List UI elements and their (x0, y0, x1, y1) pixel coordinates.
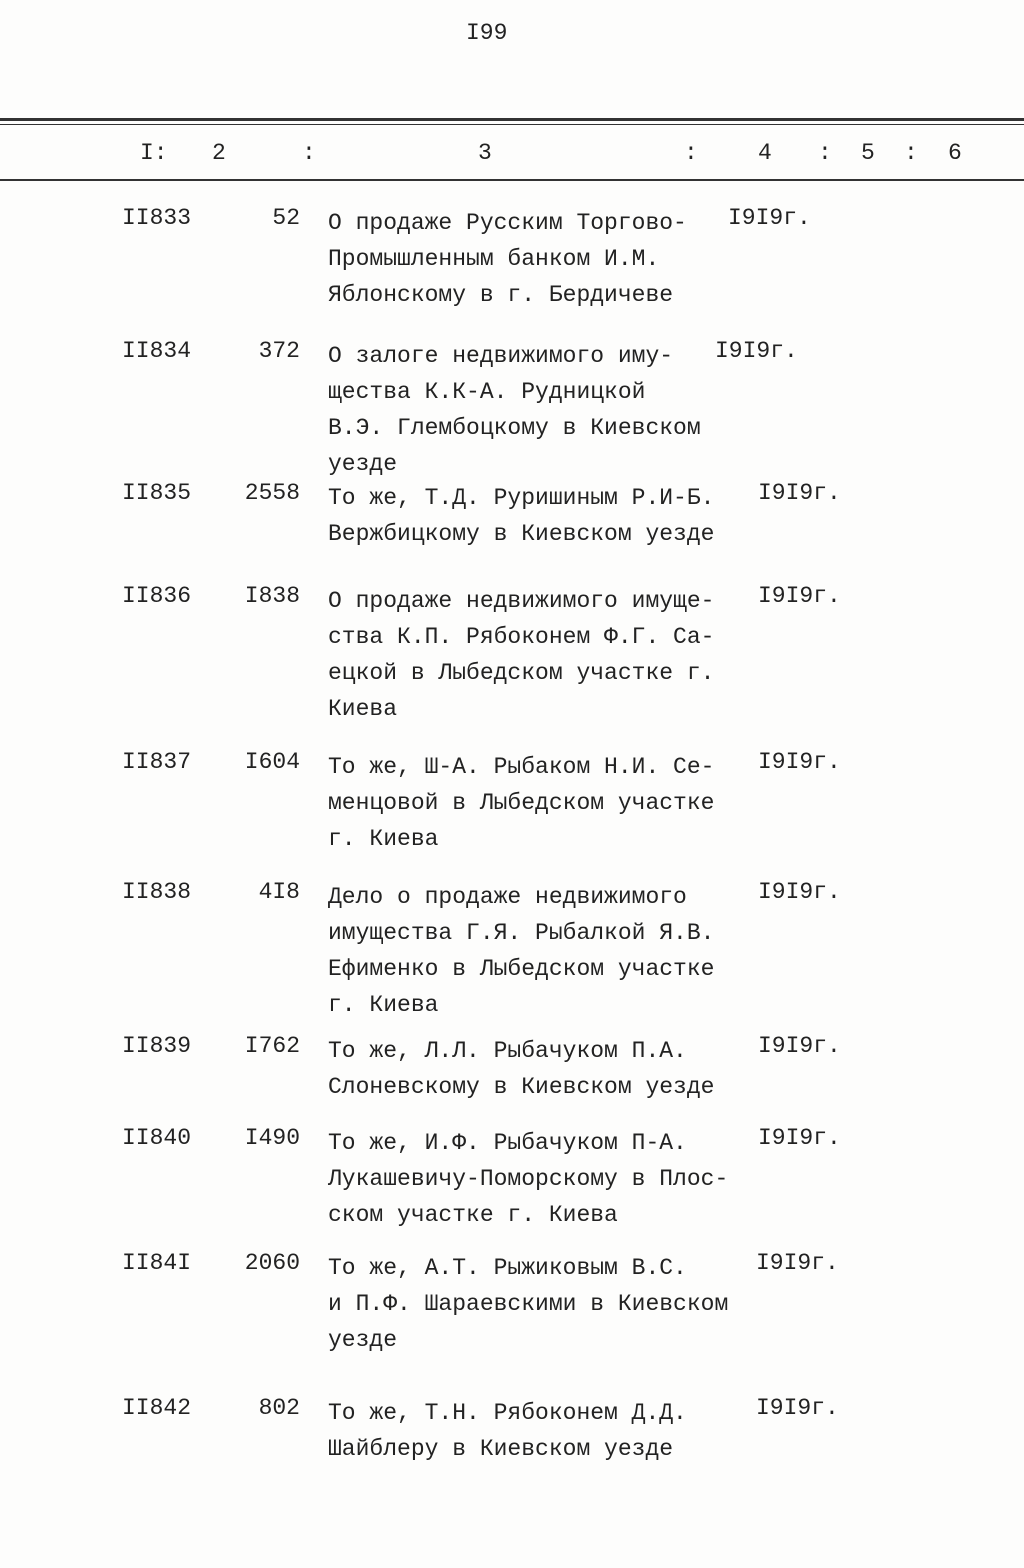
record-title-line: Ефименко в Лыбедском участке (328, 956, 715, 982)
record-title-line: О продаже недвижимого имуще- (328, 588, 715, 614)
record-title-line: Шайблеру в Киевском уезде (328, 1436, 674, 1462)
record-number: II837 (122, 749, 192, 775)
sheet-count: 372 (258, 338, 300, 364)
header-top-rule (0, 118, 1024, 121)
record-number: II840 (122, 1125, 192, 1151)
record-title (328, 1250, 728, 1358)
record-title (328, 749, 714, 857)
record-number: II833 (122, 205, 192, 231)
col-separator: : (904, 140, 918, 166)
record-title-line: Киева (328, 696, 398, 722)
record-number: II836 (122, 583, 192, 609)
sheet-count: I838 (244, 583, 300, 609)
header-top-rule-thin (0, 124, 1024, 125)
record-year: I9I9г. (758, 879, 841, 905)
record-year: I9I9г. (758, 1033, 841, 1059)
record-year: I9I9г. (758, 749, 841, 775)
record-year: I9I9г. (758, 583, 841, 609)
record-title-line: О залоге недвижимого иму- (328, 343, 674, 369)
col-separator: : (684, 140, 698, 166)
record-title-line: В.Э. Глембоцкому в Киевском (328, 415, 701, 441)
record-year: I9I9г. (758, 1125, 841, 1151)
col-header-3: 3 (478, 140, 492, 166)
sheet-count: 2558 (244, 480, 300, 506)
record-title-line: и П.Ф. Шараевскими в Киевском (328, 1291, 729, 1317)
page-number: I99 (466, 20, 508, 46)
sheet-count: 4I8 (258, 879, 300, 905)
record-year: I9I9г. (728, 205, 811, 231)
record-title-line: уезде (328, 1327, 398, 1353)
header-bottom-rule (0, 179, 1024, 181)
record-title-line: менцовой в Лыбедском участке (328, 790, 715, 816)
record-number: II835 (122, 480, 192, 506)
sheet-count: I490 (244, 1125, 300, 1151)
record-title-line: То же, Ш-А. Рыбаком Н.И. Се- (328, 754, 715, 780)
col-header-6: 6 (948, 140, 962, 166)
record-title (328, 338, 701, 482)
record-title (328, 1033, 714, 1105)
record-title-line: То же, А.Т. Рыжиковым В.С. (328, 1255, 687, 1281)
record-title-line: Дело о продаже недвижимого (328, 884, 687, 910)
record-number: II834 (122, 338, 192, 364)
record-title-line: щества К.К-А. Рудницкой (328, 379, 646, 405)
sheet-count: 52 (272, 205, 300, 231)
sheet-count: 802 (258, 1395, 300, 1421)
record-title-line: имущества Г.Я. Рыбалкой Я.В. (328, 920, 715, 946)
record-number: II838 (122, 879, 192, 905)
record-title-line: г. Киева (328, 826, 439, 852)
col-separator: : (302, 140, 316, 166)
record-title-line: Промышленным банком И.М. (328, 246, 660, 272)
col-separator: : (818, 140, 832, 166)
record-number: II84I (122, 1250, 192, 1276)
record-number: II839 (122, 1033, 192, 1059)
record-number: II842 (122, 1395, 192, 1421)
col-header-5: 5 (861, 140, 875, 166)
record-year: I9I9г. (756, 1250, 839, 1276)
col-header-2: 2 (212, 140, 226, 166)
record-title (328, 1125, 728, 1233)
col-header-4: 4 (758, 140, 772, 166)
record-title (328, 879, 714, 1023)
record-title-line: ецкой в Лыбедском участке г. (328, 660, 715, 686)
record-title-line: г. Киева (328, 992, 439, 1018)
record-title (328, 205, 687, 313)
record-year: I9I9г. (758, 480, 841, 506)
record-title-line: Лукашевичу-Поморскому в Плос- (328, 1166, 729, 1192)
sheet-count: I604 (244, 749, 300, 775)
record-title-line: ства К.П. Рябоконем Ф.Г. Са- (328, 624, 715, 650)
record-title-line: Яблонскому в г. Бердичеве (328, 282, 674, 308)
record-title-line: О продаже Русским Торгово- (328, 210, 687, 236)
record-title (328, 583, 714, 727)
record-title (328, 1395, 687, 1467)
record-title-line: То же, Л.Л. Рыбачуком П.А. (328, 1038, 687, 1064)
record-year: I9I9г. (756, 1395, 839, 1421)
record-title-line: уезде (328, 451, 398, 477)
record-title-line: То же, Т.Н. Рябоконем Д.Д. (328, 1400, 687, 1426)
col-header-1: I: (140, 140, 168, 166)
record-title (328, 480, 714, 552)
record-title-line: Слоневскому в Киевском уезде (328, 1074, 715, 1100)
record-title-line: Вержбицкому в Киевском уезде (328, 521, 715, 547)
record-title-line: ском участке г. Киева (328, 1202, 618, 1228)
sheet-count: 2060 (244, 1250, 300, 1276)
sheet-count: I762 (244, 1033, 300, 1059)
record-title-line: То же, Т.Д. Руришиным Р.И-Б. (328, 485, 715, 511)
record-title-line: То же, И.Ф. Рыбачуком П-А. (328, 1130, 687, 1156)
record-year: I9I9г. (715, 338, 798, 364)
